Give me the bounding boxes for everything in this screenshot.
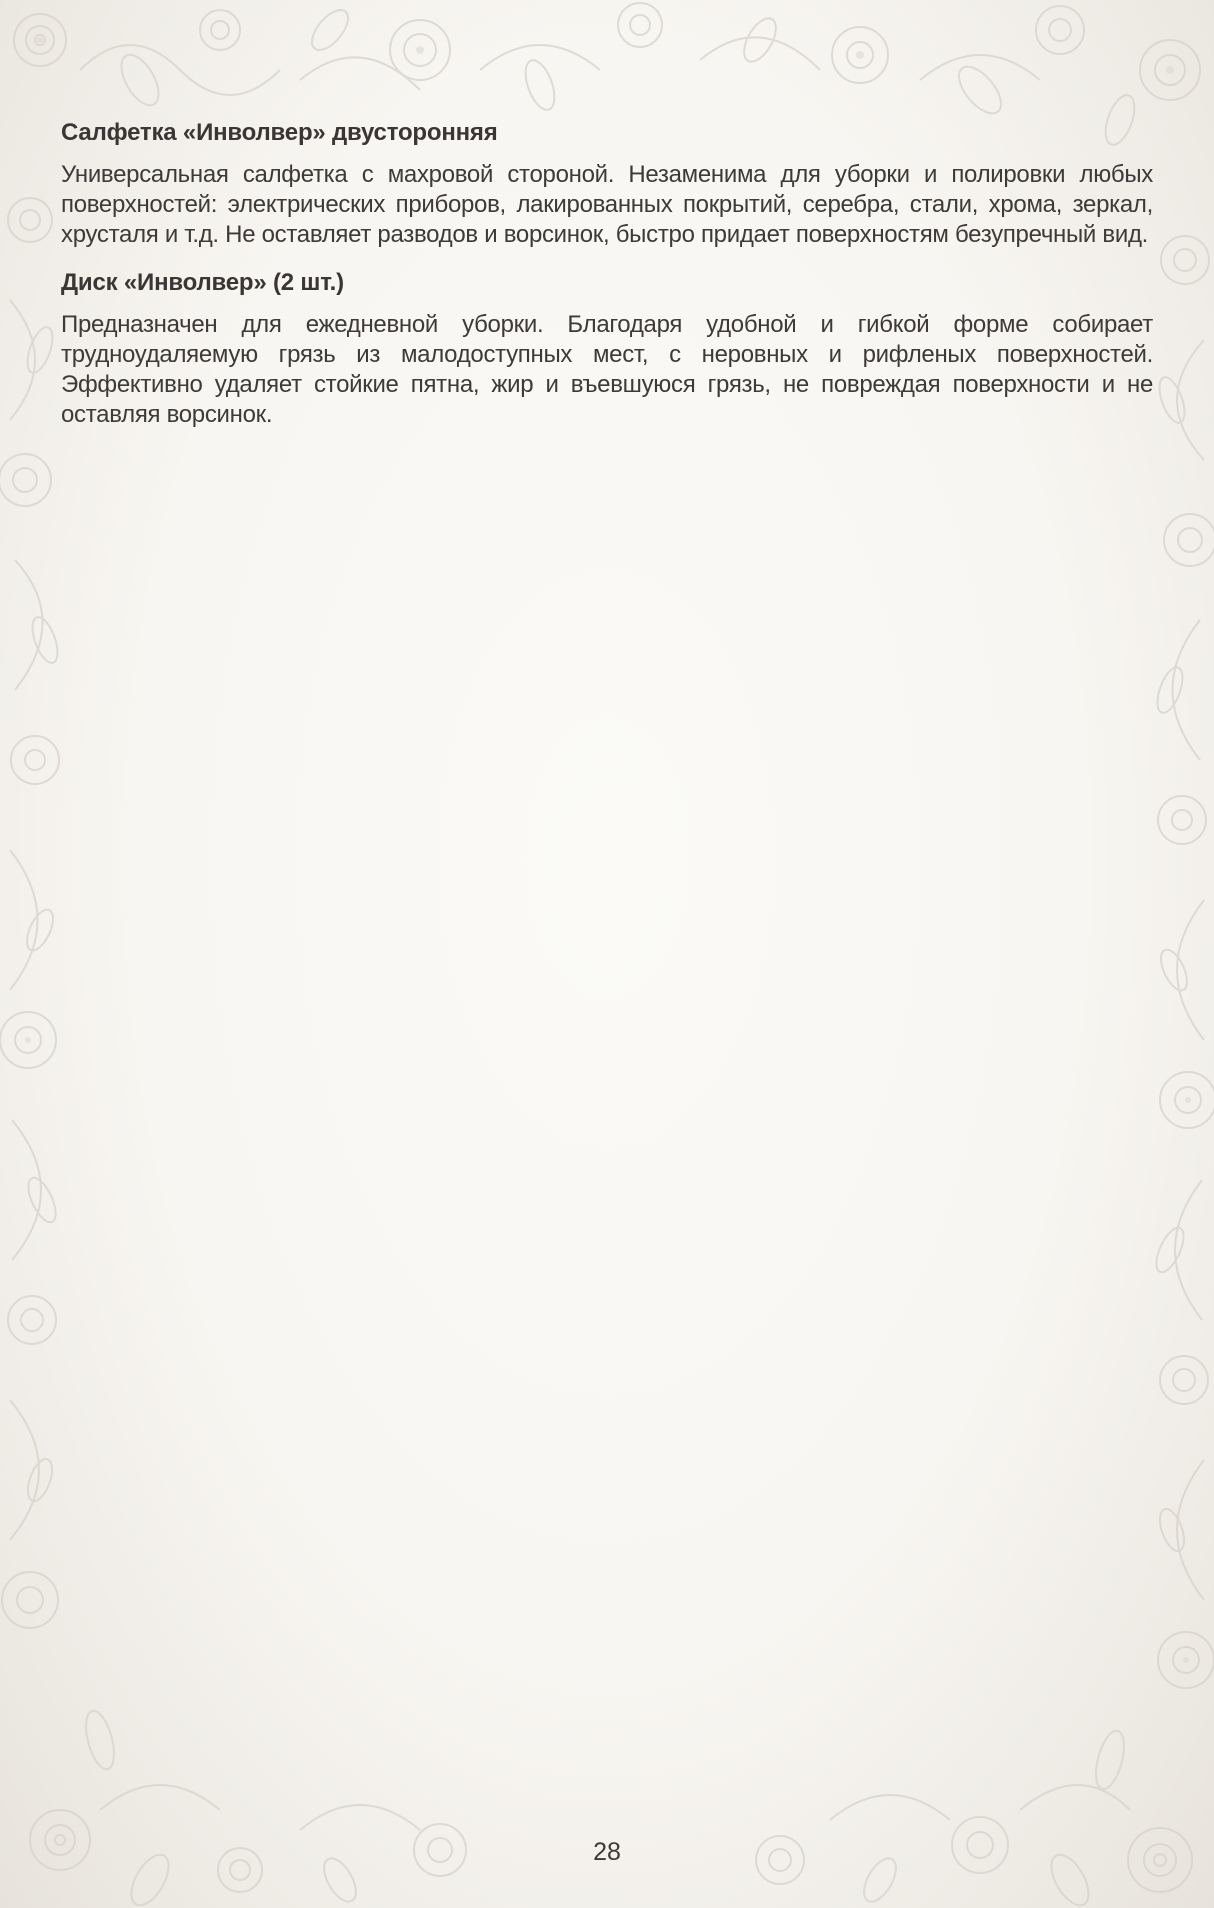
section-title: Диск «Инволвер» (2 шт.) bbox=[61, 269, 344, 296]
section-disk bbox=[61, 268, 1153, 430]
section-body: Предназначен для ежедневной уборки. Благодаря удобной и гибкой форме собирает трудноудаляемую грязь из малодоступных мест, с неровных и рифленых поверхностей. Эффективно удаляет стойкие пятна, жир и въевшуюся грязь, не повреждая поверхности и не оставляя ворсинок. bbox=[61, 311, 1153, 428]
section-body: Универсальная салфетка с махровой стороной. Незаменима для уборки и полировки любых поверхностей: электрических приборов, лакированных покрытий, серебра, стали, хрома, зеркал, хрусталя и т.д. Не оставляет разводов и ворсинок, быстро придает поверхностям безупречный вид. bbox=[61, 161, 1153, 248]
section-title: Салфетка «Инволвер» двусторонняя bbox=[61, 119, 498, 146]
page-number: 28 bbox=[593, 1838, 621, 1866]
main-content bbox=[61, 118, 1153, 448]
section-napkin bbox=[61, 118, 1153, 250]
